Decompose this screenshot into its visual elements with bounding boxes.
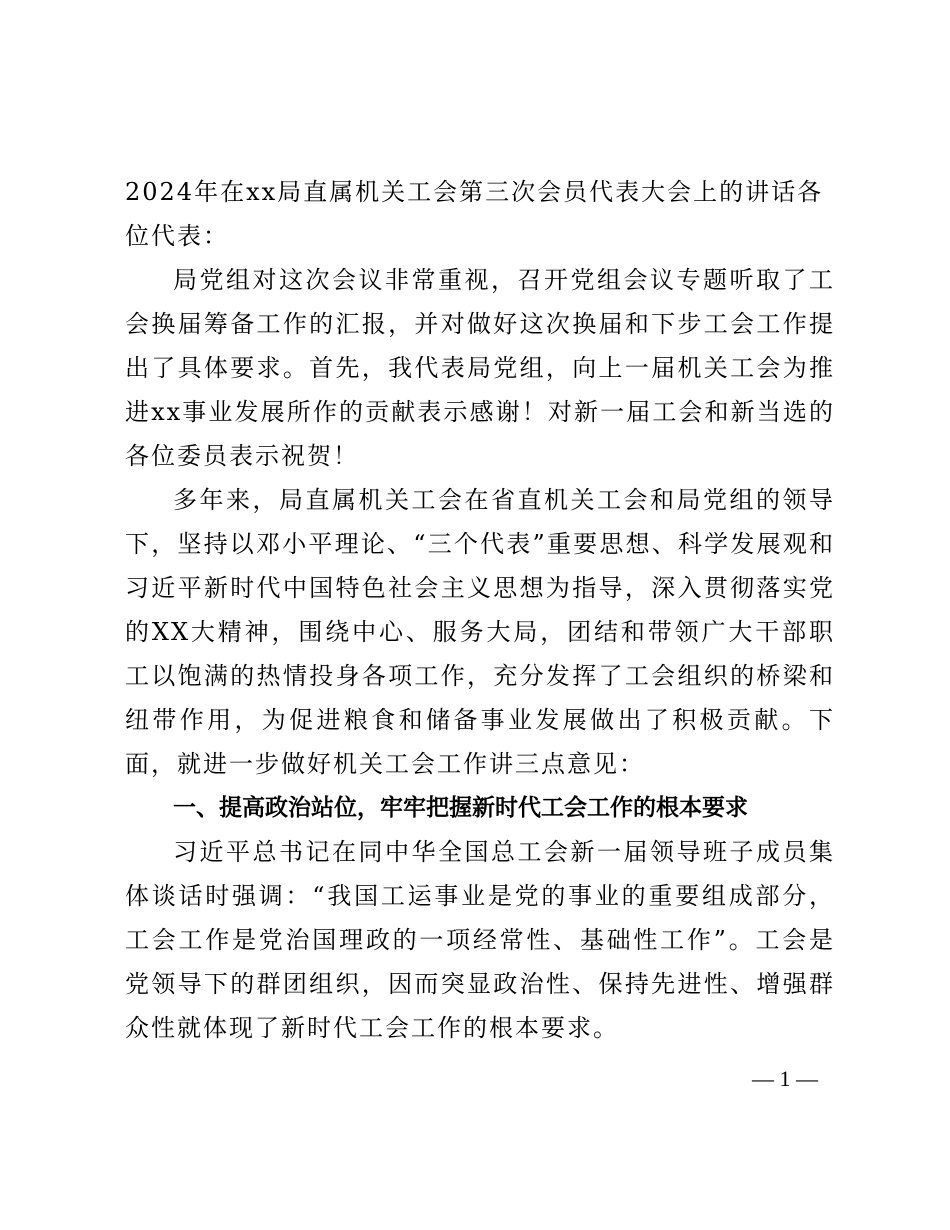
section-heading: 一、提高政治站位，牢牢把握新时代工会工作的根本要求: [173, 795, 748, 821]
document-body: [125, 170, 835, 1050]
paragraph-review: 多年来，局直属机关工会在省直机关工会和局党组的领导下，坚持以邓小平理论、“三个代表”重要思想、科学发展观和习近平新时代中国特色社会主义思想为指导，深入贯彻落实党的XX大精神，围绕中心、服务大局，团结和带领广大干部职工以饱满的热情投身各项工作，充分发挥了工会组织的桥梁和纽带作用，为促进粮食和储备事业发展做出了积极贡献。下面，就进一步做好机关工会工作讲三点意见：: [125, 486, 835, 778]
page-number: — 1 —: [752, 1066, 818, 1091]
paragraph-section-one: 习近平总书记在同中华全国总工会新一届领导班子成员集体谈话时强调：“我国工运事业是党的事业的重要组成部分，工会工作是党治国理政的一项经常性、基础性工作”。工会是党领导下的群团组织，因而突显政治性、保持先进性、增强群众性就体现了新时代工会工作的根本要求。: [125, 838, 835, 1042]
paragraph-opening: 局党组对这次会议非常重视，召开党组会议专题听取了工会换届筹备工作的汇报，并对做好这次换届和下步工会工作提出了具体要求。首先，我代表局党组，向上一届机关工会为推进xx事业发展所作的贡献表示感谢！对新一届工会和新当选的各位委员表示祝贺！: [125, 266, 835, 470]
document-title: 2024年在xx局直属机关工会第三次会员代表大会上的讲话各位代表：: [125, 178, 824, 250]
